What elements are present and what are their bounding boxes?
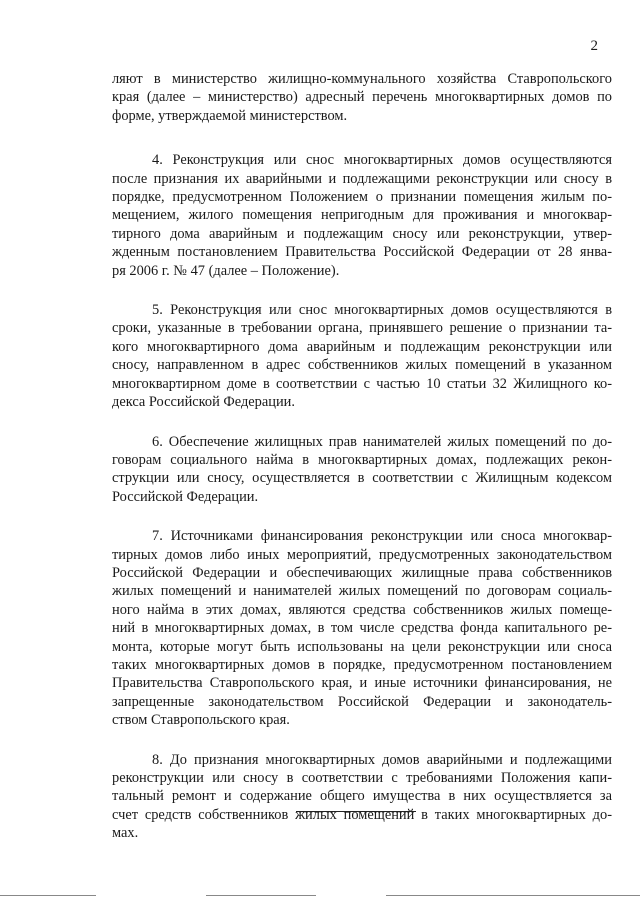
- text-line: тальный ремонт и содержание общего имущества в них осуществляется за: [112, 788, 612, 805]
- text-line: реконструкции или сносу в соответствии с требованиями Положения капи-: [112, 770, 612, 786]
- text-line: порядке, предусмотренном Положением о признании помещения жилым по-: [112, 189, 612, 206]
- page-number: 2: [590, 38, 598, 54]
- text-line: 6. Обеспечение жилищных прав нанимателей жилых помещений по до-: [152, 433, 612, 450]
- paragraph-p0: [112, 70, 612, 125]
- text-line: ря 2006 г. № 47 (далее – Положение).: [112, 262, 340, 279]
- text-line: жденным постановлением Правительства Российской Федерации от 28 янва-: [112, 244, 612, 261]
- text-line: после признания их аварийными и подлежащими реконструкции или сносу в: [112, 170, 612, 187]
- text-line: сроки, указанные в требовании органа, принявшего решение о признании та-: [112, 320, 612, 337]
- text-line: декса Российской Федерации.: [112, 394, 295, 411]
- text-line: ляют в министерство жилищно-коммунального хозяйства Ставропольского: [112, 71, 612, 87]
- text-line: Российской Федерации и обеспечивающих жилищные права собственников: [112, 564, 612, 581]
- text-line: жилых помещений и нанимателей жилых помещений по договорам социаль-: [112, 583, 612, 600]
- text-line: тирного дома аварийным и подлежащим сносу или реконструкции, утвер-: [112, 225, 612, 242]
- paragraph-p7: [112, 527, 612, 729]
- text-line: 4. Реконструкция или снос многоквартирных домов осуществляются: [152, 152, 612, 169]
- text-line: тирных домов либо иных мероприятий, предусмотренных законодательством: [112, 546, 612, 563]
- text-line: кого многоквартирного дома аварийным и подлежащим реконструкции или: [112, 338, 612, 355]
- text-line: таких многоквартирных домов в порядке, предусмотренном постановлением: [112, 656, 612, 673]
- text-line: монта, которые могут быть использованы на цели реконструкции или сноса: [112, 638, 612, 655]
- end-divider-line: [296, 811, 416, 812]
- text-line: 8. До признания многоквартирных домов аварийными и подлежащими: [152, 751, 612, 768]
- text-line: Российской Федерации.: [112, 488, 259, 505]
- paragraph-p4: [112, 151, 612, 280]
- paragraph-p6: [112, 433, 612, 507]
- paragraph-p5: [112, 301, 612, 411]
- text-line: запрещенные законодательством Российской Федерации и законодатель-: [112, 693, 612, 710]
- text-line: Правительства Ставропольского края, и иные источники финансирования, не: [112, 675, 612, 692]
- text-line: струкции или сносу, осуществляется в соответствии с Жилищным кодексом: [112, 470, 612, 487]
- text-line: ного найма в этих домах, являются средства собственников жилых помеще-: [112, 601, 612, 618]
- document-body: [112, 70, 612, 864]
- text-line: мещением, жилого помещения непригодным для проживания и многоквар-: [112, 207, 612, 224]
- paragraph-p8: [112, 751, 612, 843]
- text-line: мах.: [112, 825, 139, 842]
- text-line: сносу, направленном в адрес собственников жилых помещений в указанном: [112, 357, 612, 374]
- text-line: говорам социального найма в многоквартирных домах, подлежащих рекон-: [112, 451, 612, 468]
- text-line: 5. Реконструкция или снос многоквартирных домов осуществляются в: [152, 302, 612, 319]
- text-line: края (далее – министерство) адресный перечень многоквартирных домов по: [112, 89, 612, 106]
- text-line: 7. Источниками финансирования реконструкции или сноса многоквар-: [152, 528, 612, 545]
- scan-edge-marks: [0, 891, 640, 901]
- text-line: многоквартирном доме в соответствии с частью 10 статьи 32 Жилищного ко-: [112, 375, 612, 392]
- text-line: ний в многоквартирных домах, в том числе средства фонда капитального ре-: [112, 620, 612, 637]
- text-line: форме, утверждаемой министерством.: [112, 107, 348, 124]
- text-line: ством Ставропольского края.: [112, 712, 290, 729]
- text-line: счет средств собственников жилых помещений в таких многоквартирных до-: [112, 806, 612, 823]
